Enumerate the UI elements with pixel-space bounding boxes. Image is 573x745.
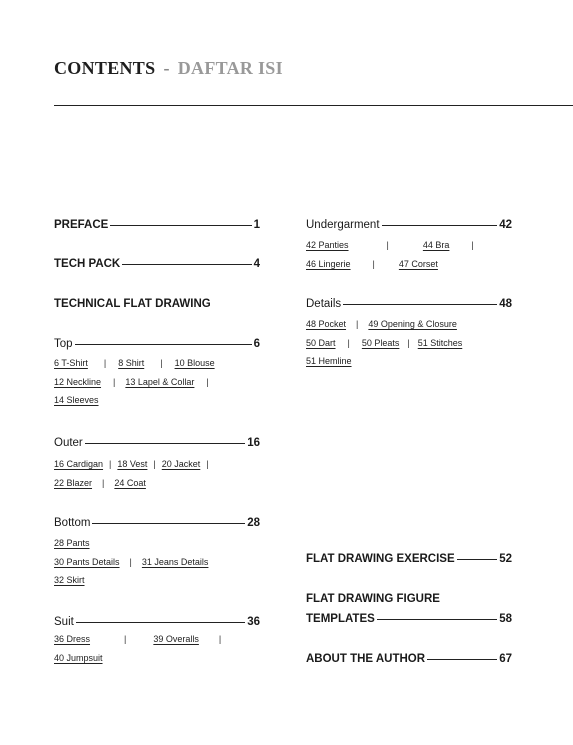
leader-line bbox=[75, 344, 252, 345]
list-item[interactable]: 48 Pocket bbox=[306, 319, 347, 329]
entry-page: 58 bbox=[499, 613, 512, 625]
leader-line bbox=[122, 264, 251, 265]
list-item[interactable]: 16 Cardigan bbox=[54, 459, 104, 469]
undergarment-subitems: 42 Panties | 44 Bra | 46 Lingerie | 47 Corset bbox=[306, 236, 474, 273]
list-item[interactable]: 22 Blazer bbox=[54, 477, 93, 488]
toc-entry-bottom[interactable] bbox=[54, 517, 260, 529]
list-item[interactable]: 13 Lapel & Collar bbox=[125, 376, 195, 387]
entry-label: Details bbox=[306, 298, 342, 310]
suit-subitems: 36 Dress | 39 Overalls | 40 Jumpsuit bbox=[54, 630, 221, 667]
entry-page: 4 bbox=[253, 258, 260, 270]
page-title bbox=[54, 58, 283, 79]
toc-entry-flat-figure-line1[interactable]: FLAT DRAWING FIGURE bbox=[306, 593, 440, 605]
details-subitems: 48 Pocket | 49 Opening & Closure 50 Dart | 50 Pleats | 51 Stitches 51 Hemline bbox=[306, 315, 462, 371]
toc-entry-preface[interactable] bbox=[54, 219, 260, 231]
top-subitems: 6 T-Shirt | 8 Shirt | 10 Blouse 12 Neckline | 13 Lapel & Collar | 14 Sleeves bbox=[54, 354, 215, 410]
list-item[interactable]: 39 Overalls bbox=[153, 634, 199, 644]
entry-page: 42 bbox=[499, 219, 512, 231]
entry-page: 16 bbox=[247, 437, 260, 449]
leader-line bbox=[427, 659, 497, 660]
list-item[interactable]: 46 Lingerie bbox=[306, 258, 351, 269]
entry-label: Undergarment bbox=[306, 219, 380, 231]
entry-page: 67 bbox=[499, 653, 512, 665]
toc-entry-outer[interactable] bbox=[54, 437, 260, 449]
toc-entry-tech-pack[interactable] bbox=[54, 258, 260, 270]
entry-page: 28 bbox=[247, 517, 260, 529]
toc-entry-undergarment[interactable] bbox=[306, 219, 512, 231]
entry-page: 6 bbox=[253, 338, 260, 350]
leader-line bbox=[85, 443, 245, 444]
list-item[interactable]: 49 Opening & Closure bbox=[368, 319, 457, 329]
toc-entry-top[interactable] bbox=[54, 338, 260, 350]
toc-entry-about-author[interactable] bbox=[306, 653, 512, 665]
entry-label: FLAT DRAWING EXERCISE bbox=[306, 553, 455, 565]
list-item[interactable]: 28 Pants bbox=[54, 538, 90, 548]
entry-label: Top bbox=[54, 338, 73, 350]
title-separator: - bbox=[163, 58, 170, 78]
header-divider bbox=[54, 105, 573, 106]
list-item[interactable]: 10 Blouse bbox=[174, 358, 215, 368]
leader-line bbox=[382, 225, 498, 226]
list-item[interactable]: 40 Jumpsuit bbox=[54, 652, 103, 663]
list-item[interactable]: 32 Skirt bbox=[54, 575, 85, 585]
list-item[interactable]: 30 Pants Details bbox=[54, 556, 120, 567]
entry-label: PREFACE bbox=[54, 219, 109, 231]
entry-label: TECH PACK bbox=[54, 258, 121, 270]
list-item[interactable]: 36 Dress bbox=[54, 634, 91, 644]
toc-entry-suit[interactable] bbox=[54, 616, 260, 628]
toc-entry-flat-figure-templates[interactable] bbox=[306, 613, 512, 625]
bottom-subitems: 28 Pants 30 Pants Details | 31 Jeans Details 32 Skirt bbox=[54, 534, 208, 590]
outer-subitems: 16 Cardigan | 18 Vest | 20 Jacket | 22 Blazer | 24 Coat bbox=[54, 455, 215, 492]
leader-line bbox=[76, 622, 245, 623]
list-item[interactable]: 50 Dart bbox=[306, 337, 336, 348]
entry-page: 1 bbox=[253, 219, 260, 231]
entry-label: ABOUT THE AUTHOR bbox=[306, 653, 426, 665]
leader-line bbox=[457, 559, 498, 560]
list-item[interactable]: 44 Bra bbox=[422, 240, 450, 250]
entry-label: Suit bbox=[54, 616, 74, 628]
entry-label: Bottom bbox=[54, 517, 91, 529]
list-item[interactable]: 18 Vest bbox=[117, 459, 148, 469]
list-item[interactable]: 12 Neckline bbox=[54, 376, 102, 387]
entry-label: Outer bbox=[54, 437, 83, 449]
list-item[interactable]: 8 Shirt bbox=[118, 358, 145, 368]
leader-line bbox=[377, 619, 497, 620]
leader-line bbox=[110, 225, 251, 226]
toc-entry-flat-drawing-exercise[interactable] bbox=[306, 553, 512, 565]
leader-line bbox=[343, 304, 497, 305]
list-item[interactable]: 31 Jeans Details bbox=[141, 556, 209, 567]
entry-label: TEMPLATES bbox=[306, 613, 375, 625]
list-item[interactable]: 51 Stitches bbox=[417, 337, 463, 348]
list-item[interactable]: 24 Coat bbox=[114, 477, 146, 488]
toc-section-technical-flat-drawing[interactable]: TECHNICAL FLAT DRAWING bbox=[54, 298, 211, 310]
leader-line bbox=[92, 523, 245, 524]
list-item[interactable]: 20 Jacket bbox=[161, 459, 201, 469]
list-item[interactable]: 47 Corset bbox=[398, 258, 438, 269]
toc-entry-details[interactable] bbox=[306, 298, 512, 310]
entry-page: 36 bbox=[247, 616, 260, 628]
entry-page: 48 bbox=[499, 298, 512, 310]
list-item[interactable]: 51 Hemline bbox=[306, 356, 352, 366]
entry-page: 52 bbox=[499, 553, 512, 565]
list-item[interactable]: 50 Pleats bbox=[361, 337, 400, 348]
contents-title: CONTENTS bbox=[54, 58, 156, 78]
list-item[interactable]: 6 T-Shirt bbox=[54, 358, 88, 368]
list-item[interactable]: 42 Panties bbox=[306, 240, 349, 250]
contents-subtitle: DAFTAR ISI bbox=[177, 58, 283, 78]
list-item[interactable]: 14 Sleeves bbox=[54, 395, 99, 405]
